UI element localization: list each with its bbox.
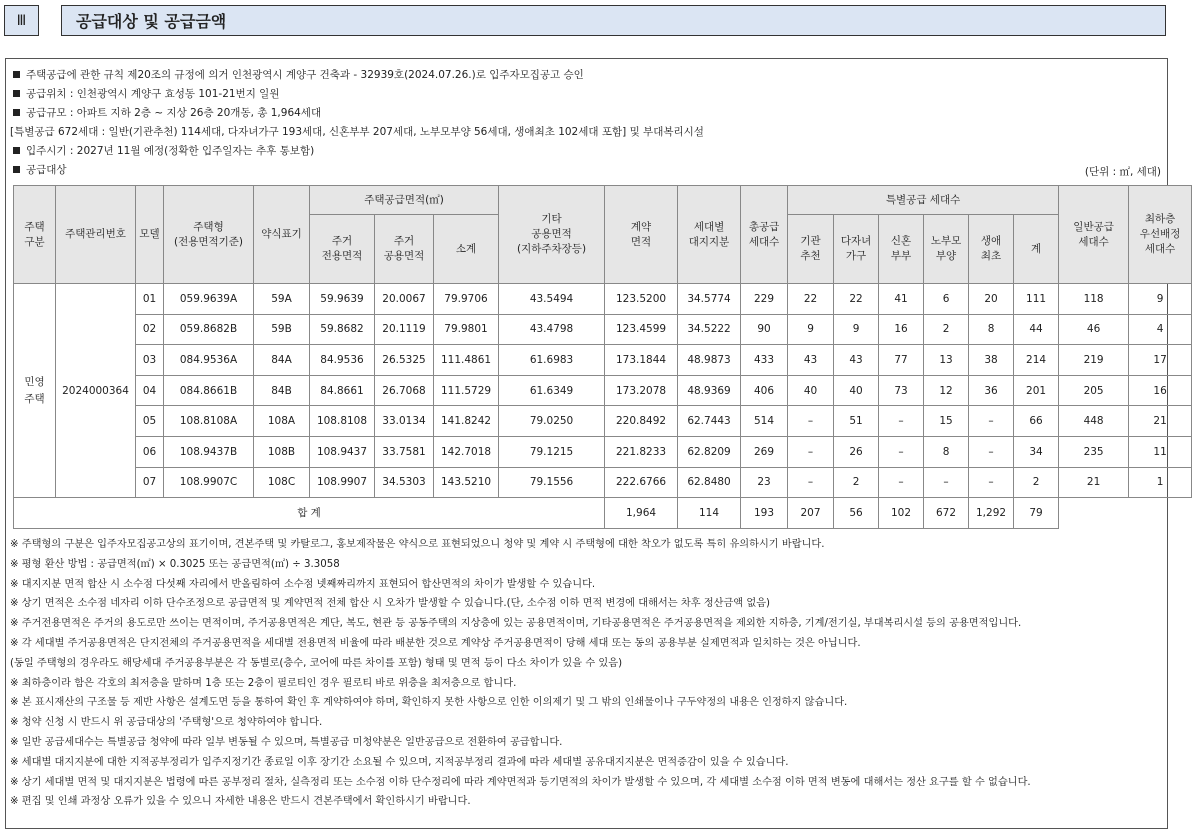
table-row (14, 436, 1192, 467)
table-cell: 8 (969, 314, 1014, 345)
table-cell: 20 (969, 284, 1014, 315)
table-cell: 084.9536A (164, 345, 254, 376)
table-cell: 9 (788, 314, 834, 345)
table-cell: 059.8682B (164, 314, 254, 345)
table-cell: 22 (834, 284, 879, 315)
notes-list (10, 535, 1165, 812)
table-cell: 84B (254, 375, 310, 406)
table-cell: 141.8242 (434, 406, 499, 437)
table-cell: 26.7068 (375, 375, 434, 406)
bullet-square-icon (13, 109, 20, 116)
table-cell: 220.8492 (605, 406, 678, 437)
table-cell: 03 (136, 345, 164, 376)
info-text: 공급규모 : 아파트 지하 2층 ~ 지상 26층 20개동, 총 1,964세대 (26, 107, 322, 119)
table-cell: 11 (1129, 436, 1192, 467)
bullet-square-icon (13, 147, 20, 154)
total-cell: 672 (924, 498, 969, 529)
table-cell: 059.9639A (164, 284, 254, 315)
table-cell: 173.1844 (605, 345, 678, 376)
info-item (10, 161, 1160, 180)
table-cell: 222.6766 (605, 467, 678, 498)
table-cell: 108.8108A (164, 406, 254, 437)
table-cell: – (924, 467, 969, 498)
table-cell: 17 (1129, 345, 1192, 376)
table-cell: 20.1119 (375, 314, 434, 345)
total-label: 합 계 (14, 498, 605, 529)
table-cell: 201 (1014, 375, 1059, 406)
table-cell: 01 (136, 284, 164, 315)
table-cell: 66 (1014, 406, 1059, 437)
table-cell: 142.7018 (434, 436, 499, 467)
header-total-units: 총공급 세대수 (741, 186, 788, 284)
mgmt-no-cell: 2024000364 (56, 284, 136, 498)
table-cell: 90 (741, 314, 788, 345)
note-item: ※ 상기 세대별 면적 및 대지지분은 법령에 따른 공부정리 절차, 실측정리 또는 소수점 이하 단수정리에 따라 계약면적과 등기면적의 차이가 발생할 수 있으며, 각 세대별 소수점 이하 면적 변동에 대해서는 정산 요구를 할 수 없습니다. (10, 776, 1031, 788)
note-item: ※ 최하층이라 함은 각호의 최저층을 말하며 1층 또는 2층이 필로티인 경우 필로티 바로 위층을 최저층으로 합니다. (10, 677, 517, 689)
info-item (10, 85, 1160, 104)
table-cell: 62.7443 (678, 406, 741, 437)
table-cell: 61.6983 (499, 345, 605, 376)
header-model: 모델 (136, 186, 164, 284)
table-cell: – (879, 467, 924, 498)
table-cell: 406 (741, 375, 788, 406)
header-special-supply: 특별공급 세대수 (788, 186, 1059, 215)
table-cell: 21 (1129, 406, 1192, 437)
table-cell: 1 (1129, 467, 1192, 498)
table-cell: 20.0067 (375, 284, 434, 315)
table-cell: 34 (1014, 436, 1059, 467)
unit-label: (단위 : ㎡, 세대) (1084, 166, 1161, 178)
info-text: 입주시기 : 2027년 11월 예정(정확한 입주일자는 추후 통보함) (26, 145, 315, 157)
table-cell: 13 (924, 345, 969, 376)
table-cell: 108.9907 (310, 467, 375, 498)
total-cell: 1,292 (969, 498, 1014, 529)
total-cell: 1,964 (605, 498, 678, 529)
table-cell: 514 (741, 406, 788, 437)
info-text: [특별공급 672세대 : 일반(기관추천) 114세대, 다자녀가구 193세대, 신혼부부 207세대, 노부모부양 56세대, 생애최초 102세대 포함] 및 부대복리시설 (10, 126, 704, 138)
info-item (10, 104, 1160, 123)
info-text: 주택공급에 관한 규칙 제20조의 규정에 의거 인천광역시 계양구 건축과 - 32939호(2024.07.26.)로 입주자모집공고 승인 (26, 69, 584, 81)
table-cell: 108.8108 (310, 406, 375, 437)
table-row (14, 467, 1192, 498)
table-cell: 108C (254, 467, 310, 498)
table-cell: 79.1556 (499, 467, 605, 498)
bullet-square-icon (13, 90, 20, 97)
note-item: ※ 일반 공급세대수는 특별공급 청약에 따라 일부 변동될 수 있으며, 특별공급 미청약분은 일반공급으로 전환하여 공급합니다. (10, 736, 563, 748)
header-first: 생애 최초 (969, 215, 1014, 284)
header-supply-area: 주택공급면적(㎡) (310, 186, 499, 215)
info-text: 공급위치 : 인천광역시 계양구 효성동 101-21번지 일원 (26, 88, 280, 100)
total-cell: 102 (879, 498, 924, 529)
table-cell: 41 (879, 284, 924, 315)
table-cell: 173.2078 (605, 375, 678, 406)
total-cell: 56 (834, 498, 879, 529)
table-cell: 05 (136, 406, 164, 437)
table-body (14, 284, 1192, 529)
header-lowest-floor: 최하층 우선배정 세대수 (1129, 186, 1192, 284)
table-cell: 269 (741, 436, 788, 467)
note-item: ※ 각 세대별 주거공용면적은 단지전체의 주거공용면적을 세대별 전용면적 비율에 따라 배분한 것으로 계약상 주거공용면적이 당해 세대 또는 동의 공용부분 실제면적과 일치하는 것은 아닙니다. (10, 637, 861, 649)
note-item: ※ 평형 환산 방법 : 공급면적(㎡) × 0.3025 또는 공급면적(㎡) ÷ 3.3058 (10, 558, 340, 570)
table-cell: 9 (1129, 284, 1192, 315)
table-cell: 9 (834, 314, 879, 345)
info-item (10, 123, 1160, 142)
table-cell: 15 (924, 406, 969, 437)
table-cell: 21 (1059, 467, 1129, 498)
table-cell: 04 (136, 375, 164, 406)
header-common: 주거 공용면적 (375, 215, 434, 284)
table-cell: 448 (1059, 406, 1129, 437)
table-cell: 229 (741, 284, 788, 315)
table-cell: 43.4798 (499, 314, 605, 345)
info-text: 공급대상 (26, 164, 67, 176)
table-cell: 79.0250 (499, 406, 605, 437)
header-newly: 신혼 부부 (879, 215, 924, 284)
table-cell: 84.8661 (310, 375, 375, 406)
table-cell: 111 (1014, 284, 1059, 315)
info-item (10, 142, 1160, 161)
note-item: ※ 상기 면적은 소수점 네자리 이하 단수조정으로 공급면적 및 계약면적 전체 합산 시 오차가 발생할 수 있습니다.(단, 소수점 이하 면적 변경에 대해서는 차후 정산금액 없음) (10, 598, 771, 610)
header-elder: 노부모 부양 (924, 215, 969, 284)
table-cell: 123.4599 (605, 314, 678, 345)
note-item: ※ 주택형의 구분은 입주자모집공고상의 표기이며, 견본주택 및 카탈로그, 홍보제작물은 약식으로 표현되었으니 청약 및 계약 시 주택형에 대한 착오가 없도록 특히 유의하시기 바랍니다. (10, 539, 825, 550)
table-cell: – (879, 406, 924, 437)
table-cell: 38 (969, 345, 1014, 376)
bullet-square-icon (13, 71, 20, 78)
table-cell: 77 (879, 345, 924, 376)
table-cell: 59B (254, 314, 310, 345)
table-cell: 59A (254, 284, 310, 315)
header-inst: 기관 추천 (788, 215, 834, 284)
table-cell: 34.5303 (375, 467, 434, 498)
table-cell: 73 (879, 375, 924, 406)
note-item: ※ 세대별 대지지분에 대한 지적공부정리가 입주지정기간 종료일 이후 장기간 소요될 수 있으며, 지적공부정리 결과에 따라 세대별 공유대지지분은 면적증감이 있을 수 있습니다. (10, 756, 789, 768)
table-cell: 111.5729 (434, 375, 499, 406)
table-cell: 118 (1059, 284, 1129, 315)
table-cell: 62.8209 (678, 436, 741, 467)
table-cell: – (788, 406, 834, 437)
note-item: ※ 편집 및 인쇄 과정상 오류가 있을 수 있으니 자세한 내용은 반드시 견본주택에서 확인하시기 바랍니다. (10, 796, 471, 808)
table-cell: 108.9437 (310, 436, 375, 467)
table-cell: – (879, 436, 924, 467)
table-cell: 084.8661B (164, 375, 254, 406)
header-contract-area: 계약 면적 (605, 186, 678, 284)
table-cell: – (788, 467, 834, 498)
table-cell: 43 (788, 345, 834, 376)
table-cell: 33.0134 (375, 406, 434, 437)
table-cell: 108A (254, 406, 310, 437)
table-cell: 34.5774 (678, 284, 741, 315)
table-cell: – (969, 436, 1014, 467)
table-cell: 79.1215 (499, 436, 605, 467)
table-cell: – (788, 436, 834, 467)
table-cell: 16 (1129, 375, 1192, 406)
header-exclusive: 주거 전용면적 (310, 215, 375, 284)
header-housing-type: 주택 구분 (14, 186, 56, 284)
table-cell: 84A (254, 345, 310, 376)
table-cell: 6 (924, 284, 969, 315)
table-cell: 02 (136, 314, 164, 345)
info-item (10, 66, 1160, 85)
note-item: ※ 대지지분 면적 합산 시 소수점 다섯째 자리에서 반올림하여 소수점 넷째짜리까지 표현되어 합산면적의 차이가 발생할 수 있습니다. (10, 578, 596, 590)
info-list (10, 66, 1160, 180)
table-cell: 22 (788, 284, 834, 315)
table-cell: 205 (1059, 375, 1129, 406)
table-cell: 26.5325 (375, 345, 434, 376)
table-cell: 61.6349 (499, 375, 605, 406)
header-special-total: 계 (1014, 215, 1059, 284)
total-cell: 114 (678, 498, 741, 529)
table-cell: 2 (924, 314, 969, 345)
header-land-share: 세대별 대지지분 (678, 186, 741, 284)
table-cell: 2 (834, 467, 879, 498)
total-cell: 79 (1014, 498, 1059, 529)
table-cell: 143.5210 (434, 467, 499, 498)
table-cell: 108.9907C (164, 467, 254, 498)
table-cell: 214 (1014, 345, 1059, 376)
total-cell: 207 (788, 498, 834, 529)
table-row (14, 406, 1192, 437)
table-cell: 433 (741, 345, 788, 376)
table-cell: 79.9706 (434, 284, 499, 315)
table-total-row (14, 498, 1192, 529)
table-cell: 59.9639 (310, 284, 375, 315)
header-multi: 다자녀 가구 (834, 215, 879, 284)
table-cell: 33.7581 (375, 436, 434, 467)
table-cell: 46 (1059, 314, 1129, 345)
table-row (14, 345, 1192, 376)
table-cell: 48.9873 (678, 345, 741, 376)
header-mgmt-no: 주택관리번호 (56, 186, 136, 284)
table-cell: 23 (741, 467, 788, 498)
header-other-common: 기타 공용면적 (지하주차장등) (499, 186, 605, 284)
section-title: 공급대상 및 공급금액 (61, 5, 1166, 36)
table-cell: 111.4861 (434, 345, 499, 376)
table-cell: 44 (1014, 314, 1059, 345)
table-cell: 48.9369 (678, 375, 741, 406)
table-cell: 8 (924, 436, 969, 467)
header-abbr: 약식표기 (254, 186, 310, 284)
bullet-square-icon (13, 166, 20, 173)
table-cell: 16 (879, 314, 924, 345)
table-cell: 34.5222 (678, 314, 741, 345)
table-cell: 59.8682 (310, 314, 375, 345)
table-row (14, 284, 1192, 315)
table-cell: 108B (254, 436, 310, 467)
note-item: ※ 청약 신청 시 반드시 위 공급대상의 '주택형'으로 청약하여야 합니다. (10, 717, 323, 729)
header-type: 주택형 (전용면적기준) (164, 186, 254, 284)
table-cell: 79.9801 (434, 314, 499, 345)
table-cell: 43.5494 (499, 284, 605, 315)
table-cell: 12 (924, 375, 969, 406)
table-cell: 4 (1129, 314, 1192, 345)
table-cell: 26 (834, 436, 879, 467)
table-cell: 84.9536 (310, 345, 375, 376)
table-cell: 123.5200 (605, 284, 678, 315)
table-cell: 40 (834, 375, 879, 406)
table-cell: 221.8233 (605, 436, 678, 467)
total-cell: 193 (741, 498, 788, 529)
table-cell: 06 (136, 436, 164, 467)
table-cell: 219 (1059, 345, 1129, 376)
table-cell: 51 (834, 406, 879, 437)
housing-type-cell: 민영 주택 (14, 284, 56, 498)
table-cell: 62.8480 (678, 467, 741, 498)
table-cell: – (969, 406, 1014, 437)
note-item: (동일 주택형의 경우라도 해당세대 주거공용부분은 각 동별로(층수, 코어에 따른 차이를 포함) 형태 및 면적 등이 다소 차이가 있을 수 있음) (10, 657, 623, 669)
table-row (14, 314, 1192, 345)
table-cell: 235 (1059, 436, 1129, 467)
table-cell: 43 (834, 345, 879, 376)
table-cell: 2 (1014, 467, 1059, 498)
table-cell: 36 (969, 375, 1014, 406)
table-cell: 40 (788, 375, 834, 406)
table-cell: 108.9437B (164, 436, 254, 467)
header-general: 일반공급 세대수 (1059, 186, 1129, 284)
supply-table (13, 185, 1192, 529)
note-item: ※ 주거전용면적은 주거의 용도로만 쓰이는 면적이며, 주거공용면적은 계단, 복도, 현관 등 공동주택의 지상층에 있는 공용면적이며, 기타공용면적은 주거공용면적을 제외한 지하층, 기계/전기실, 부대복리시설 등의 공용면적입니다. (10, 618, 1022, 630)
table-cell: – (969, 467, 1014, 498)
note-item: ※ 본 표시재산의 구조물 등 제반 사항은 설계도면 등을 통하여 확인 후 계약하여야 하며, 확인하지 못한 사항으로 인한 이의제기 및 그 밖의 인쇄물이나 구두약정의 내용은 인정하지 않습니다. (10, 697, 848, 709)
table-cell: 07 (136, 467, 164, 498)
header-subtotal: 소계 (434, 215, 499, 284)
table-row (14, 375, 1192, 406)
section-number: Ⅲ (4, 5, 39, 36)
